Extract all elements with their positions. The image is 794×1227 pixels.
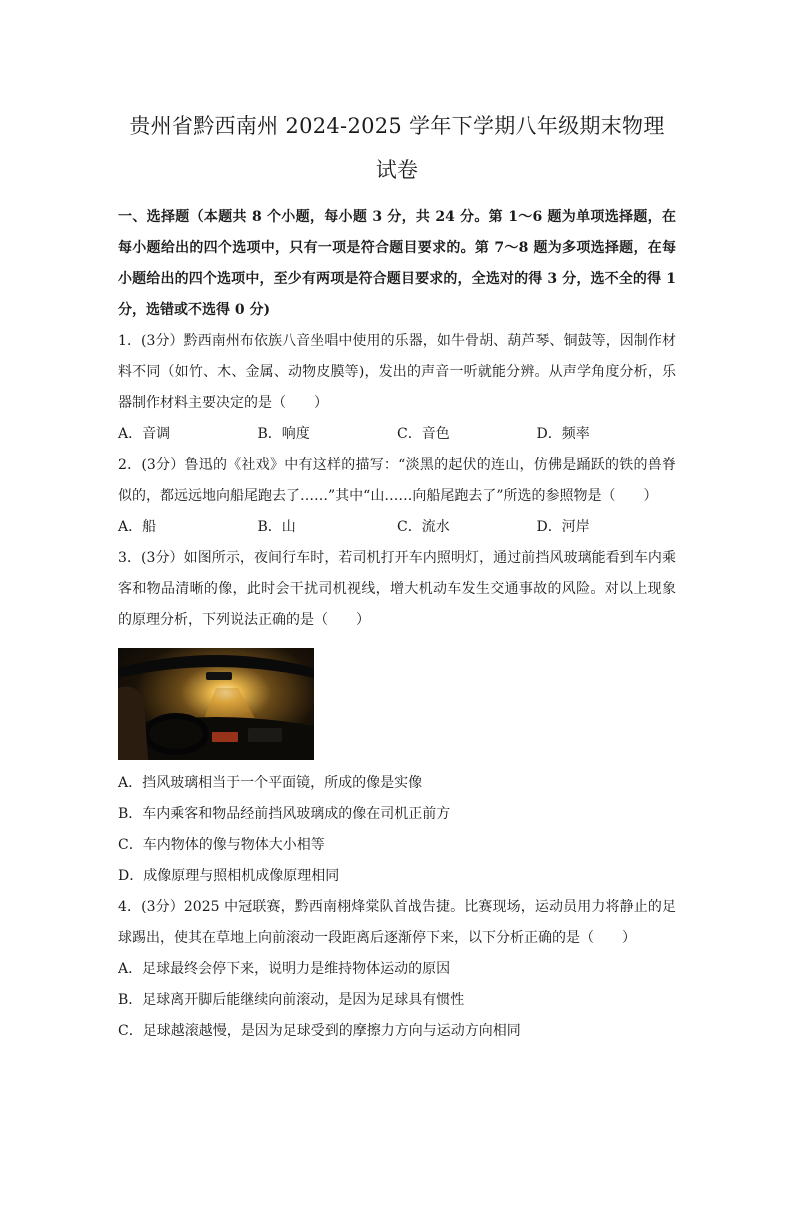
night-driving-photo xyxy=(118,648,314,760)
option-a: A．船 xyxy=(118,519,157,535)
option-c: C．音色 xyxy=(397,426,450,442)
question-1-options xyxy=(118,419,676,450)
option-b: B．山 xyxy=(257,519,296,535)
section-heading: 一、选择题（本题共 8 个小题，每小题 3 分，共 24 分。第 1～6 题为单项选择题，在每小题给出的四个选项中，只有一项是符合题目要求的。第 7～8 题为多项选择题，在每小题给出的四个选项中，至少有两项是符合题目要求的，全选对的得 3 分，选不全的得 1 分，选错或不选得 0 分) xyxy=(118,209,676,318)
question-4-stem: 4．(3分）2025 中冠联赛，黔西南栩烽棠队首战告捷。比赛现场，运动员用力将静止的足球踢出，使其在草地上向前滚动一段距离后逐渐停下来，以下分析正确的是（ ） xyxy=(118,899,676,946)
question-4-option-a: A．足球最终会停下来，说明力是维持物体运动的原因 xyxy=(118,961,451,977)
question-3-option-b: B．车内乘客和物品经前挡风玻璃成的像在司机正前方 xyxy=(118,806,451,822)
question-4-option-b: B．足球离开脚后能继续向前滚动，是因为足球具有惯性 xyxy=(118,992,465,1008)
question-3-option-c: C．车内物体的像与物体大小相等 xyxy=(118,837,325,853)
page-title: 贵州省黔西南州 2024-2025 学年下学期八年级期末物理试卷 xyxy=(129,114,665,182)
option-a: A．音调 xyxy=(118,426,171,442)
question-3-option-a: A．挡风玻璃相当于一个平面镜，所成的像是实像 xyxy=(118,775,423,791)
question-4-option-c: C．足球越滚越慢，是因为足球受到的摩擦力方向与运动方向相同 xyxy=(118,1023,521,1039)
option-c: C．流水 xyxy=(397,519,450,535)
question-3-stem: 3．(3分）如图所示，夜间行车时，若司机打开车内照明灯，通过前挡风玻璃能看到车内乘客和物品清晰的像，此时会干扰司机视线，增大机动车发生交通事故的风险。对以上现象的原理分析，下列说法正确的是（ ） xyxy=(118,550,676,628)
question-1-stem: 1．(3分）黔西南州布依族八音坐唱中使用的乐器，如牛骨胡、葫芦琴、铜鼓等，因制作材料不同（如竹、木、金属、动物皮膜等)，发出的声音一听就能分辨。从声学角度分析，乐器制作材料主要决定的是（ ） xyxy=(118,333,676,411)
option-d: D．频率 xyxy=(536,426,590,442)
option-d: D．河岸 xyxy=(536,519,590,535)
exam-page xyxy=(0,104,794,1227)
question-2-options xyxy=(118,512,676,543)
question-2-stem: 2．(3分）鲁迅的《社戏》中有这样的描写：“淡黑的起伏的连山，仿佛是踊跃的铁的兽脊似的，都远远地向船尾跑去了……”其中“山……向船尾跑去了”所选的参照物是（ ） xyxy=(118,457,676,504)
option-b: B．响度 xyxy=(257,426,310,442)
car-interior-illustration xyxy=(118,648,314,760)
question-3-option-d: D．成像原理与照相机成像原理相同 xyxy=(118,868,340,884)
